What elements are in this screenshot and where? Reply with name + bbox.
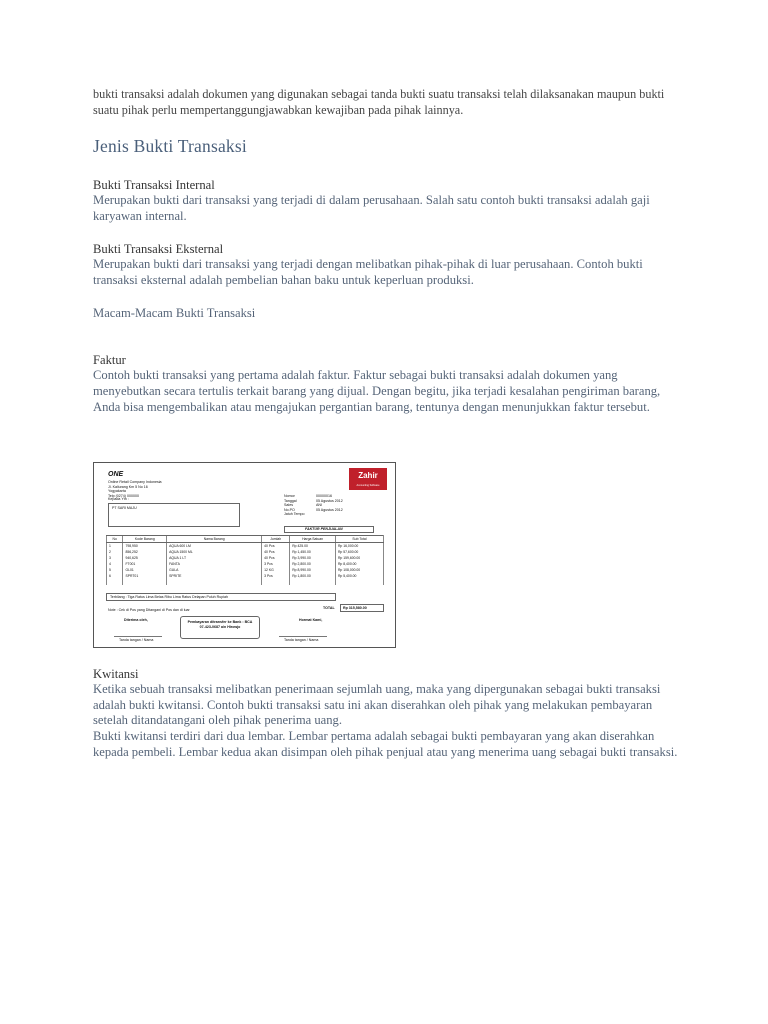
invoice-table: No Kode Barang Nama Barang Jumlah Harga Satuan Sub Total 1 798,950 AQUA 600 LM 40 Pcs Rp 425.00 Rp 16,000.00 2 856,252 AQUA 1500 ML 40 Pcs Rp 1,450.00 Rp 57,600.00 3 940,625 AQUA 1 LT 40 Pcs Rp 3,990.00 Rp 159,600.00 4 FT001 FANTA 3 Pcs Rp 2,800.00 Rp 8,400.00 5 GL01 GULA 12 KG Rp 8,990.00 Rp 108,000.00 6 SPRT01 SPRITE 3 Pcs Rp 1,800.00 Rp 5,400.00 bbox=[106, 535, 384, 585]
table-row: 1 798,950 AQUA 600 LM 40 Pcs Rp 425.00 Rp 16,000.00 bbox=[107, 543, 384, 550]
signature-line bbox=[279, 636, 327, 637]
kwitansi-body-1: Ketika sebuah transaksi melibatkan penerimaan sejumlah uang, maka yang dipergunakan sebagai bukti transaksi adalah bukti kwitansi. Contoh bukti transaksi satu ini akan diserahkan oleh pihak yang melakukan pembayaran setelah ditandatangani oleh pihak penerima uang. bbox=[93, 682, 661, 728]
intro-paragraph: bukti transaksi adalah dokumen yang digunakan sebagai tanda bukti suatu transaksi telah dilaksanakan maupun bukti suatu pihak perlu mempertanggungjawabkan kewajiban pada pihak lainnya. bbox=[93, 87, 665, 117]
internal-title: Bukti Transaksi Internal bbox=[93, 178, 215, 192]
invoice-diterima: Diterima oleh, bbox=[124, 618, 148, 623]
invoice-doc-title: FAKTUR PENJUALAN bbox=[284, 526, 374, 533]
table-row: 5 GL01 GULA 12 KG Rp 8,990.00 Rp 108,000.00 bbox=[107, 567, 384, 573]
invoice-total-label: TOTAL bbox=[323, 606, 335, 611]
invoice-customer-box: PT SARI MAJU bbox=[108, 503, 240, 527]
table-row: 3 940,625 AQUA 1 LT 40 Pcs Rp 3,990.00 Rp 159,600.00 bbox=[107, 555, 384, 561]
table-row: 2 856,252 AQUA 1500 ML 40 Pcs Rp 1,450.00 Rp 57,600.00 bbox=[107, 549, 384, 555]
section-faktur bbox=[93, 353, 683, 415]
faktur-body: Contoh bukti transaksi yang pertama adalah faktur. Faktur sebagai bukti transaksi adalah dokumen yang menyebutkan secara tertulis terkait barang yang dijual. Dengan begitu, jika terjadi kesalahan pengiriman barang, Anda bisa mengembalikan atau mengajukan pergantian barang, tentunya dengan menunjukkan faktur tersebut. bbox=[93, 368, 661, 414]
invoice-kepada: Kepada Yth : bbox=[108, 497, 129, 502]
invoice-note: Note : Cek di Pos yang Ditangani di Pos dan di luar bbox=[108, 608, 190, 613]
signature-line bbox=[114, 636, 162, 637]
invoice-hormat: Hormat Kami, bbox=[299, 618, 323, 623]
macam-heading: Macam-Macam Bukti Transaksi bbox=[93, 306, 256, 321]
invoice-meta-labels: Nomor Tanggal Sales No.PO Jatuh Tempo bbox=[284, 494, 305, 517]
invoice-ttd-right: Tanda tangan / Nama bbox=[284, 638, 319, 643]
heading-jenis-bukti: Jenis Bukti Transaksi bbox=[93, 136, 247, 156]
table-row: 6 SPRT01 SPRITE 3 Pcs Rp 1,800.00 Rp 5,400.00 bbox=[107, 573, 384, 579]
section-internal bbox=[93, 178, 683, 224]
invoice-payment-box: Pembayaran ditransfer ke Bank : BCA 07-423-0687 a/n Hirowjo bbox=[180, 616, 260, 639]
table-row: 4 FT001 FANTA 3 Pcs Rp 2,800.00 Rp 8,400.00 bbox=[107, 561, 384, 567]
document-page bbox=[93, 86, 683, 760]
invoice-terbilang: Terbilang : Tiga Ratus Lima Belas Ribu Lima Ratus Delapan Puluh Rupiah bbox=[106, 593, 336, 601]
invoice-meta-values: 00000016 05 Agustus 2012 ANI 05 Agustus 2012 bbox=[316, 494, 343, 512]
faktur-title: Faktur bbox=[93, 353, 126, 368]
invoice-image bbox=[93, 462, 396, 648]
section-eksternal bbox=[93, 242, 683, 288]
eksternal-body: Merupakan bukti dari transaksi yang terjadi dengan melibatkan pihak-pihak di luar perusahaan. Contoh bukti transaksi eksternal adalah pembelian bahan baku untuk keperluan produksi. bbox=[93, 257, 643, 287]
invoice-total-box: Rp 315,580.00 bbox=[340, 604, 384, 612]
invoice-company-lines: Online Retail Company Indonesia Jl. Kaliurang Km 5 No 16 Yogyakarta Telp (0274) 000000 bbox=[108, 480, 162, 498]
internal-body: Merupakan bukti dari transaksi yang terjadi di dalam perusahaan. Salah satu contoh bukti transaksi adalah gaji karyawan internal. bbox=[93, 193, 650, 223]
kwitansi-body-2: Bukti kwitansi terdiri dari dua lembar. Lembar pertama adalah sebagai bukti pembayaran yang akan diserahkan kepada pembeli. Lembar kedua akan disimpan oleh pihak penjual atau yang menerima uang sebagai bukti transaksi. bbox=[93, 728, 678, 759]
eksternal-title: Bukti Transaksi Eksternal bbox=[93, 242, 224, 257]
invoice-company: ONE bbox=[108, 471, 124, 479]
section-kwitansi bbox=[93, 667, 683, 760]
invoice-ttd-left: Tanda tangan / Nama bbox=[119, 638, 154, 643]
zahir-logo: Zahir Accounting Software bbox=[349, 468, 387, 490]
kwitansi-title: Kwitansi bbox=[93, 667, 139, 682]
